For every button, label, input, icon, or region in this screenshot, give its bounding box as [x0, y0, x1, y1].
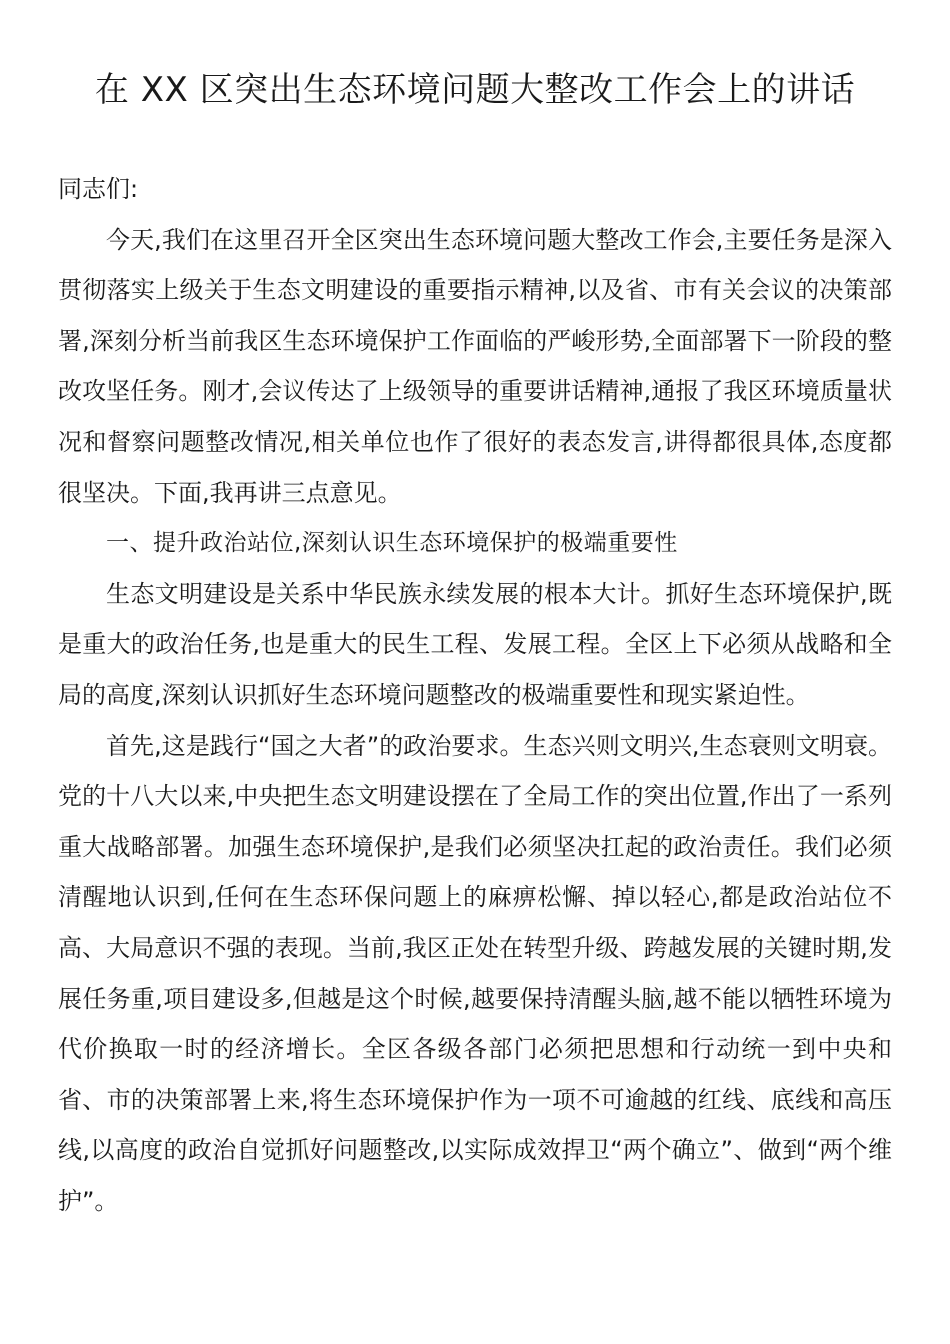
paragraph-intro: 今天,我们在这里召开全区突出生态环境问题大整改工作会,主要任务是深入贯彻落实上级关于生态文明建设的重要指示精神,以及省、市有关会议的决策部署,深刻分析当前我区生态环境保护工作面临的严峻形势,全面部署下一阶段的整改攻坚任务。刚才,会议传达了上级领导的重要讲话精神,通报了我区环境质量状况和督察问题整改情况,相关单位也作了很好的表态发言,讲得都很具体,态度都很坚决。下面,我再讲三点意见。: [58, 225, 892, 507]
document-title: 在 XX 区突出生态环境问题大整改工作会上的讲话: [94, 70, 856, 110]
section-heading-1: 一、提升政治站位,深刻认识生态环境保护的极端重要性: [106, 530, 678, 557]
paragraph-ecology: 生态文明建设是关系中华民族永续发展的根本大计。抓好生态环境保护,既是重大的政治任务,也是重大的民生工程、发展工程。全区上下必须从战略和全局的高度,深刻认识抓好生态环境问题整改的极端重要性和现实紧迫性。: [58, 579, 892, 709]
paragraph-first: 首先,这是践行“国之大者”的政治要求。生态兴则文明兴,生态衰则文明衰。党的十八大以来,中央把生态文明建设摆在了全局工作的突出位置,作出了一系列重大战略部署。加强生态环境保护,是我们必须坚决扛起的政治责任。我们必须清醒地认识到,任何在生态环保问题上的麻痹松懈、掉以轻心,都是政治站位不高、大局意识不强的表现。当前,我区正处在转型升级、跨越发展的关键时期,发展任务重,项目建设多,但越是这个时候,越要保持清醒头脑,越不能以牺牲环境为代价换取一时的经济增长。全区各级各部门必须把思想和行动统一到中央和省、市的决策部署上来,将生态环境保护作为一项不可逾越的红线、底线和高压线,以高度的政治自觉抓好问题整改,以实际成效捍卫“两个确立”、做到“两个维护”。: [58, 731, 892, 1215]
salutation: 同志们:: [58, 175, 139, 203]
document-body: [58, 164, 892, 1226]
